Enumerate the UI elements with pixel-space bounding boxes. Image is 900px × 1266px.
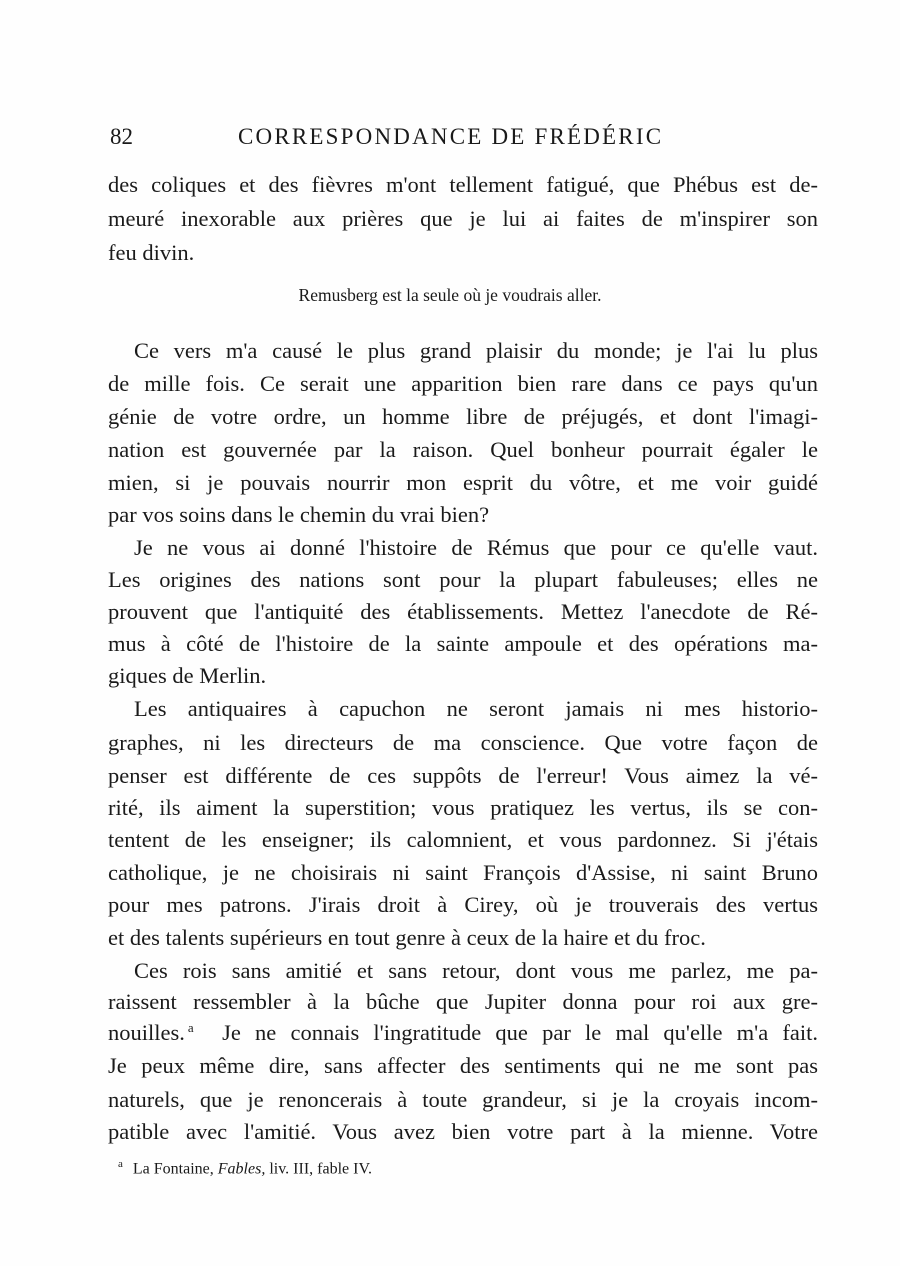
footnote-reference-text: liv. III, fable IV. bbox=[269, 1160, 372, 1178]
text-line: meuré inexorable aux prières que je lui ai faites de m'inspirer son bbox=[108, 206, 818, 231]
text-line: Je peux même dire, sans affecter des sentiments qui ne me sont pas bbox=[108, 1053, 818, 1078]
text-line: giques de Merlin. bbox=[108, 663, 267, 688]
text-line: génie de votre ordre, un homme libre de préjugés, et dont l'imagi- bbox=[108, 404, 818, 429]
text-line: naturels, que je renoncerais à toute grandeur, si je la croyais incom- bbox=[108, 1087, 818, 1112]
footnote bbox=[118, 1153, 372, 1180]
running-title: CORRESPONDANCE DE FRÉDÉRIC bbox=[238, 124, 664, 149]
text-line: Ces rois sans amitié et sans retour, dont vous me parlez, me pa- bbox=[134, 958, 818, 983]
footnote-reference: a bbox=[187, 1019, 194, 1035]
text-line: tentent de les enseigner; ils calomnient, et vous pardonnez. Si j'étais bbox=[108, 827, 818, 852]
text-line: pour mes patrons. J'irais droit à Cirey, où je trouverais des vertus bbox=[108, 892, 818, 917]
page-number: 82 bbox=[110, 124, 133, 149]
text-line: Ce vers m'a causé le plus grand plaisir du monde; je l'ai lu plus bbox=[134, 338, 818, 363]
text-line: par vos soins dans le chemin du vrai bien? bbox=[108, 502, 490, 527]
text-line: Les origines des nations sont pour la plupart fabuleuses; elles ne bbox=[108, 567, 818, 592]
text-line: raissent ressembler à la bûche que Jupiter donna pour roi aux gre- bbox=[108, 989, 818, 1014]
quoted-verse: Remusberg est la seule où je voudrais aller. bbox=[298, 285, 602, 305]
footnote-mark: a bbox=[118, 1158, 123, 1170]
text-line: de mille fois. Ce serait une apparition bien rare dans ce pays qu'un bbox=[108, 371, 818, 396]
text-fragment: nouilles. bbox=[108, 1020, 185, 1045]
text-line: nation est gouvernée par la raison. Quel bonheur pourrait égaler le bbox=[108, 437, 818, 462]
text-line: feu divin. bbox=[108, 240, 195, 265]
text-line: prouvent que l'antiquité des établissements. Mettez l'anecdote de Ré- bbox=[108, 599, 818, 624]
text-line: Les antiquaires à capuchon ne seront jamais ni mes historio- bbox=[134, 696, 818, 721]
text-line: Je ne vous ai donné l'histoire de Rémus que pour ce qu'elle vaut. bbox=[134, 535, 818, 560]
text-line bbox=[108, 1017, 818, 1049]
text-line: des coliques et des fièvres m'ont tellement fatigué, que Phébus est de- bbox=[108, 172, 818, 197]
text-line: penser est différente de ces suppôts de l'erreur! Vous aimez la vé- bbox=[108, 763, 818, 788]
text-line: catholique, je ne choisirais ni saint François d'Assise, ni saint Bruno bbox=[108, 860, 818, 885]
text-fragment: Je ne connais l'ingratitude que par le mal qu'elle m'a fait. bbox=[222, 1020, 819, 1045]
running-head bbox=[110, 124, 700, 158]
text-line: et des talents supérieurs en tout genre à ceux de la haire et du froc. bbox=[108, 925, 706, 950]
text-line: rité, ils aiment la superstition; vous pratiquez les vertus, ils se con- bbox=[108, 795, 818, 820]
text-line: mus à côté de l'histoire de la sainte ampoule et des opérations ma- bbox=[108, 631, 818, 656]
footnote-author: La Fontaine, bbox=[132, 1160, 214, 1178]
text-line: mien, si je pouvais nourrir mon esprit du vôtre, et me voir guidé bbox=[108, 470, 818, 495]
text-line: patible avec l'amitié. Vous avez bien votre part à la mienne. Votre bbox=[108, 1119, 818, 1144]
text-line: graphes, ni les directeurs de ma conscience. Que votre façon de bbox=[108, 730, 818, 755]
footnote-work-title: Fables, bbox=[217, 1160, 266, 1178]
